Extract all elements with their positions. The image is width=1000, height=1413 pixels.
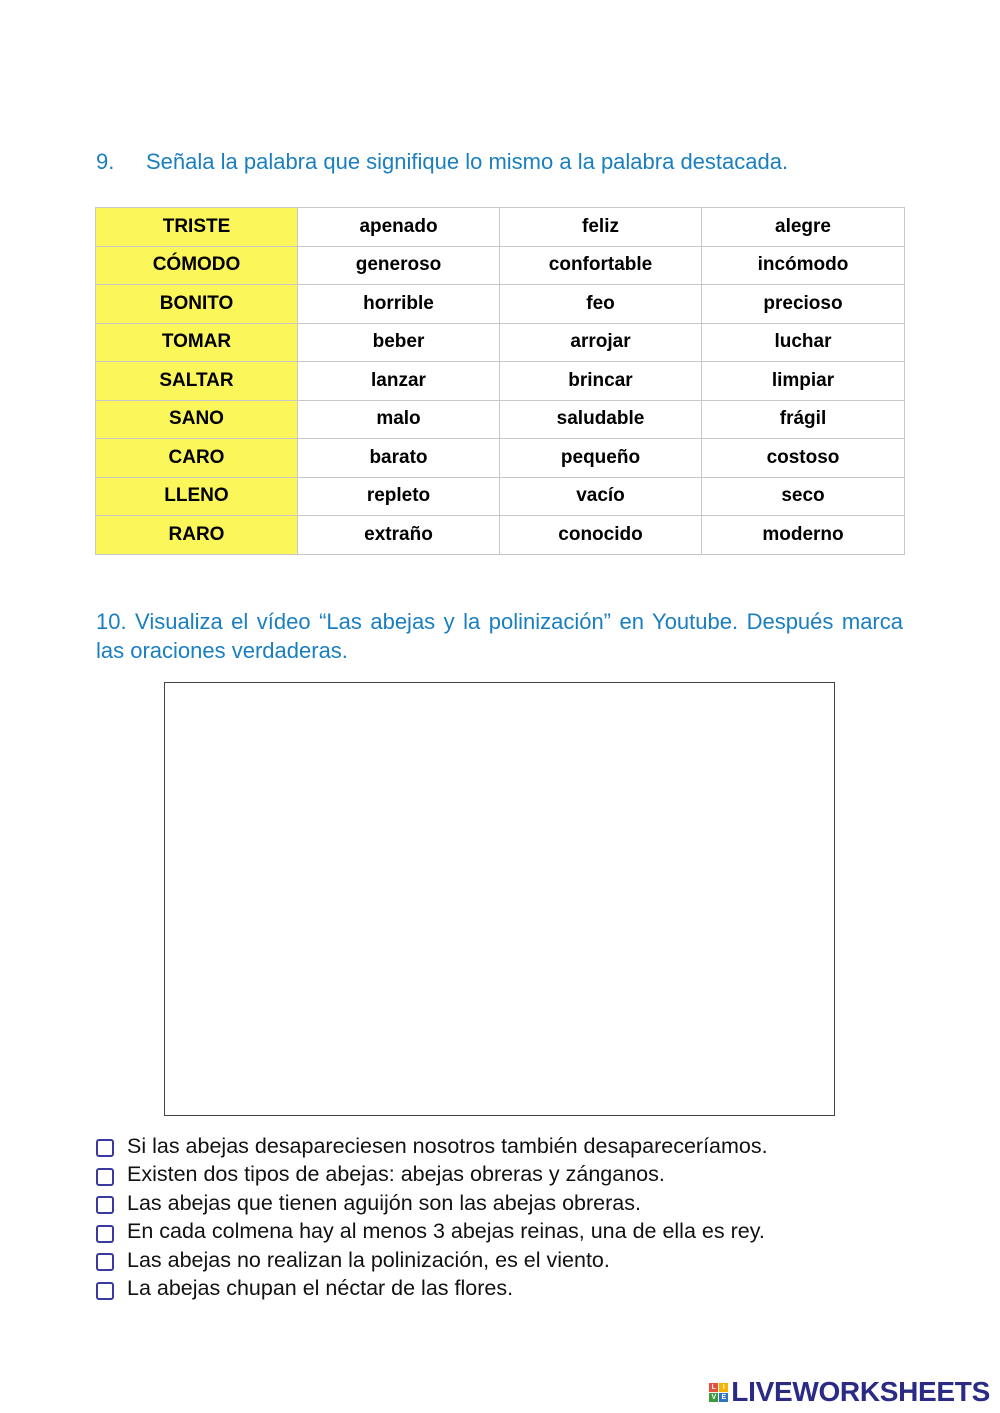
question-9-text: Señala la palabra que signifique lo mismo a la palabra destacada. [146,149,789,174]
option-cell[interactable]: precioso [702,285,905,324]
highlighted-word-cell: TRISTE [96,208,298,247]
statement-item [96,1189,768,1218]
table-row [96,516,905,555]
option-cell[interactable]: barato [298,439,500,478]
table-row [96,439,905,478]
statement-text: La abejas chupan el néctar de las flores. [127,1276,514,1301]
logo-letter: L [709,1383,718,1392]
table-row [96,477,905,516]
option-cell[interactable]: pequeño [500,439,702,478]
option-cell[interactable]: alegre [702,208,905,247]
option-cell[interactable]: brincar [500,362,702,401]
liveworksheets-logo-icon [709,1383,728,1402]
logo-letter: I [719,1383,728,1392]
statement-item [96,1246,768,1275]
statement-text: Existen dos tipos de abejas: abejas obreras y zánganos. [127,1162,665,1187]
statement-text: Si las abejas desapareciesen nosotros también desapareceríamos. [127,1133,768,1158]
statement-item [96,1218,768,1247]
question-9-title [96,147,916,176]
option-cell[interactable]: frágil [702,400,905,439]
brand-name: LIVEWORKSHEETS [731,1376,990,1407]
checkbox[interactable] [96,1282,114,1300]
table-row [96,400,905,439]
statement-item [96,1161,768,1190]
liveworksheets-logo [709,1376,990,1408]
logo-letter: E [719,1393,728,1402]
option-cell[interactable]: malo [298,400,500,439]
option-cell[interactable]: extraño [298,516,500,555]
table-row [96,362,905,401]
statement-text: Las abejas que tienen aguijón son las abejas obreras. [127,1190,641,1215]
video-placeholder[interactable] [164,682,835,1116]
option-cell[interactable]: confortable [500,246,702,285]
option-cell[interactable]: vacío [500,477,702,516]
table-row [96,285,905,324]
checkbox[interactable] [96,1139,114,1157]
option-cell[interactable]: lanzar [298,362,500,401]
option-cell[interactable]: generoso [298,246,500,285]
option-cell[interactable]: limpiar [702,362,905,401]
option-cell[interactable]: moderno [702,516,905,555]
checkbox[interactable] [96,1196,114,1214]
logo-letter: V [709,1393,718,1402]
checkbox[interactable] [96,1225,114,1243]
statement-text: En cada colmena hay al menos 3 abejas reinas, una de ella es rey. [127,1219,765,1244]
question-9-number: 9. [96,149,115,174]
highlighted-word-cell: LLENO [96,477,298,516]
question-10-title: 10. Visualiza el vídeo “Las abejas y la polinización” en Youtube. Después marca las oraciones verdaderas. [96,609,903,663]
option-cell[interactable]: arrojar [500,323,702,362]
highlighted-word-cell: TOMAR [96,323,298,362]
highlighted-word-cell: SALTAR [96,362,298,401]
option-cell[interactable]: saludable [500,400,702,439]
synonym-table [95,207,905,555]
option-cell[interactable]: feliz [500,208,702,247]
option-cell[interactable]: luchar [702,323,905,362]
statement-text: Las abejas no realizan la polinización, es el viento. [127,1247,610,1272]
highlighted-word-cell: BONITO [96,285,298,324]
table-row [96,246,905,285]
checkbox[interactable] [96,1253,114,1271]
highlighted-word-cell: RARO [96,516,298,555]
option-cell[interactable]: conocido [500,516,702,555]
highlighted-word-cell: CÓMODO [96,246,298,285]
option-cell[interactable]: incómodo [702,246,905,285]
statement-item [96,1275,768,1304]
option-cell[interactable]: costoso [702,439,905,478]
option-cell[interactable]: feo [500,285,702,324]
statement-item [96,1132,768,1161]
table-row [96,323,905,362]
checkbox[interactable] [96,1168,114,1186]
option-cell[interactable]: horrible [298,285,500,324]
highlighted-word-cell: CARO [96,439,298,478]
option-cell[interactable]: beber [298,323,500,362]
option-cell[interactable]: apenado [298,208,500,247]
statement-list [96,1132,768,1303]
table-row [96,208,905,247]
option-cell[interactable]: repleto [298,477,500,516]
option-cell[interactable]: seco [702,477,905,516]
highlighted-word-cell: SANO [96,400,298,439]
